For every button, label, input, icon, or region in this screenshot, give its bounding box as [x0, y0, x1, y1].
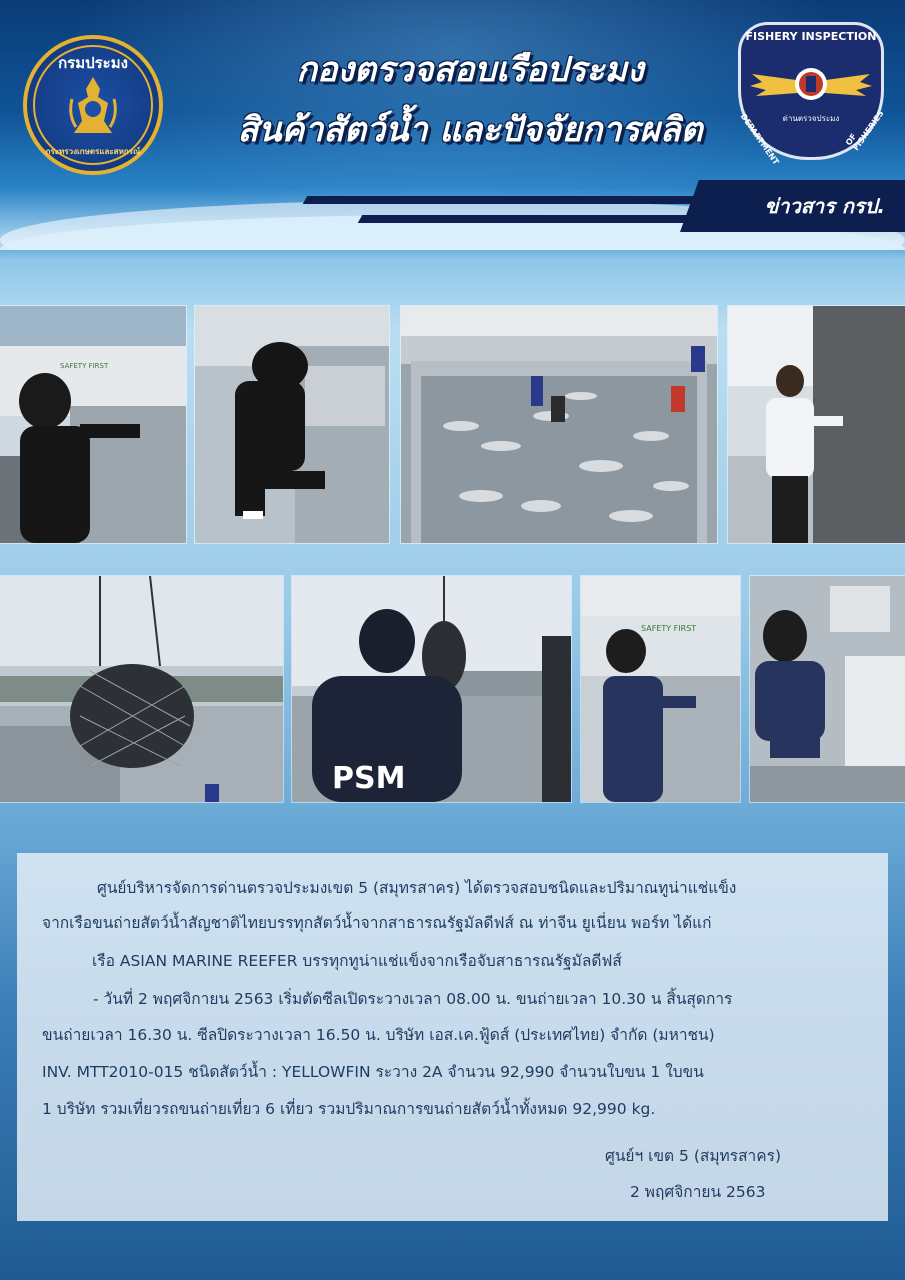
photo-sign-text: SAFETY FIRST — [641, 624, 697, 633]
logo-top-text: กรมประมง — [58, 54, 128, 72]
body-line: ขนถ่ายเวลา 16.30 น. ซีลปิดระวางเวลา 16.50 น. บริษัท เอส.เค.ฟู้ดส์ (ประเทศไทย) จำกัด (มหาชน) — [42, 1026, 715, 1044]
badge-top-text: FISHERY INSPECTION — [745, 30, 877, 43]
crest-icon — [68, 75, 118, 137]
body-line: จากเรือขนถ่ายสัตว์น้ำสัญชาติไทยบรรทุกสัตว์น้ำจากสาธารณรัฐมัลดีฟส์ ณ ท่าจีน ยูเนี่ยน พอร์ท ได้แก่ — [42, 914, 712, 932]
body-line: เรือ ASIAN MARINE REEFER บรรทุกทูน่าแช่แข็งจากเรือจับสาธารณรัฐมัลดีฟส์ — [92, 952, 622, 970]
signature-date: 2 พฤศจิกายน 2563 — [630, 1183, 766, 1201]
photo-hatch-seal-2 — [750, 576, 905, 802]
page-title-line-1: กองตรวจสอบเรือประมง — [296, 50, 644, 90]
body-line: ศูนย์บริหารจัดการด่านตรวจประมงเขต 5 (สมุทรสาคร) ได้ตรวจสอบชนิดและปริมาณทูน่าแช่แข็ง — [97, 879, 737, 897]
decorative-stripe — [358, 215, 698, 223]
photo-inspector-seal-2 — [195, 306, 389, 543]
body-line: - วันที่ 2 พฤศจิกายน 2563 เริ่มตัดซีลเปิดระวางเวลา 08.00 น. ขนถ่ายเวลา 10.30 น สิ้นสุดการ — [93, 990, 733, 1008]
decorative-stripe — [303, 196, 698, 204]
news-body-panel — [17, 853, 888, 1221]
wings-emblem-icon — [742, 52, 880, 112]
fishery-inspection-badge — [732, 22, 890, 167]
body-line: INV. MTT2010-015 ชนิดสัตว์น้ำ : YELLOWFIN ระวาง 2A จำนวน 92,990 จำนวนใบขน 1 ใบขน — [42, 1063, 704, 1081]
logo-bottom-text: กระทรวงเกษตรและสหกรณ์ — [45, 147, 141, 156]
department-of-fisheries-logo — [23, 35, 163, 175]
badge-center-text: ด่านตรวจประมง — [782, 114, 840, 123]
jacket-text: PSM — [332, 761, 406, 796]
photo-sign-text: SAFETY FIRST — [60, 362, 109, 370]
photo-psm-officer — [292, 576, 571, 802]
news-label: ข่าวสาร กรป. — [764, 194, 885, 218]
photo-inspector-seal-1 — [0, 306, 186, 543]
header-banner — [0, 0, 905, 250]
photo-hatch-seal-1 — [581, 576, 740, 802]
page-title-line-2: สินค้าสัตว์น้ำ และปัจจัยการผลิต — [237, 110, 703, 150]
photo-fish-hold — [401, 306, 717, 543]
photo-officer-seal — [728, 306, 905, 543]
badge-right-arc-text: OF FISHERIES — [844, 108, 886, 153]
photo-net-unloading — [0, 576, 283, 802]
signature-org: ศูนย์ฯ เขต 5 (สมุทรสาคร) — [605, 1147, 781, 1165]
body-line: 1 บริษัท รวมเที่ยวรถขนถ่ายเที่ยว 6 เที่ยว รวมปริมาณการขนถ่ายสัตว์น้ำทั้งหมด 92,990 kg. — [42, 1100, 656, 1118]
badge-left-arc-text: DEPARTMENT — [738, 112, 781, 167]
